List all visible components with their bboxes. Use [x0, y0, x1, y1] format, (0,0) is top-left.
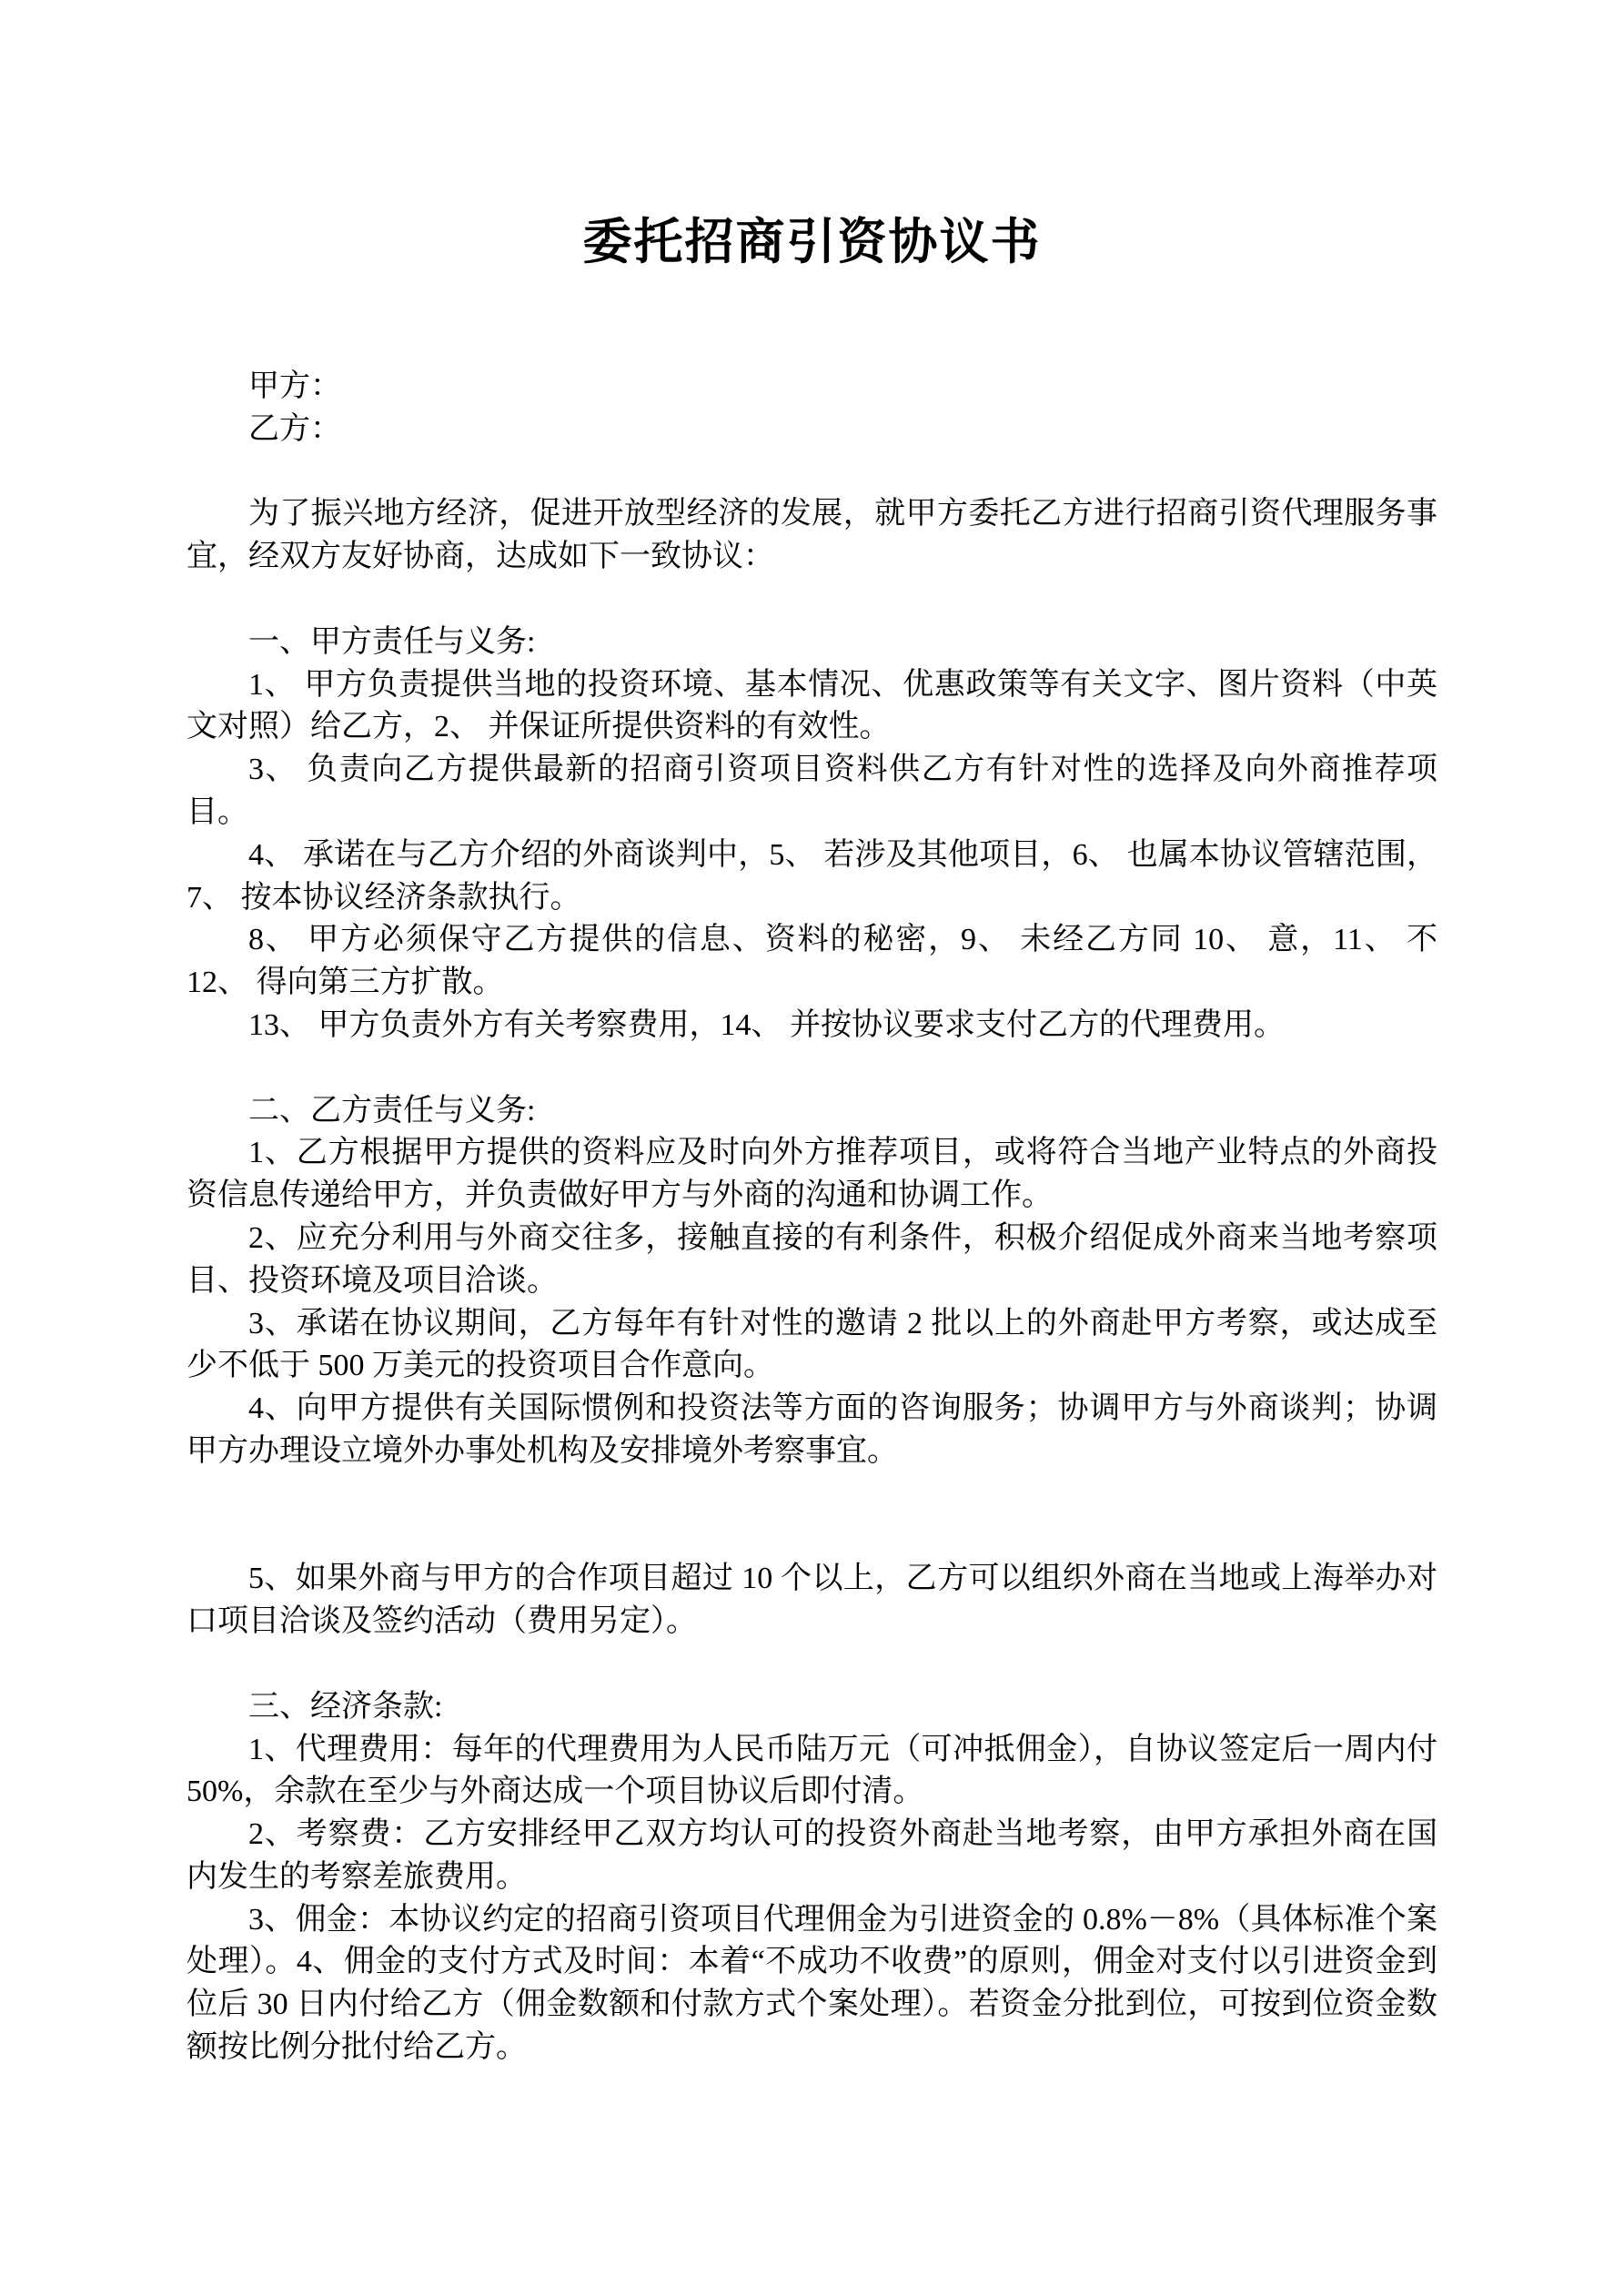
section-three-item-2: 2、考察费：乙方安排经甲乙双方均认可的投资外商赴当地考察，由甲方承担外商在国内发生的考察差旅费用。 — [187, 1817, 1437, 1894]
intro-paragraph: 为了振兴地方经济，促进开放型经济的发展，就甲方委托乙方进行招商引资代理服务事宜，经双方友好协商，达成如下一致协议： — [187, 497, 1437, 574]
section-one-heading: 一、甲方责任与义务: — [248, 624, 536, 659]
party-b-line: 乙方： — [248, 411, 341, 446]
party-a-line: 甲方： — [248, 369, 341, 403]
section-two-item-2: 2、应充分利用与外商交往多，接触直接的有利条件，积极介绍促成外商来当地考察项目、投资环境及项目洽谈。 — [187, 1220, 1437, 1298]
section-three-heading: 三、经济条款: — [248, 1689, 443, 1724]
section-two-item-4: 4、向甲方提供有关国际惯例和投资法等方面的咨询服务；协调甲方与外商谈判；协调甲方办理设立境外办事处机构及安排境外考察事宜。 — [187, 1391, 1437, 1468]
section-one-item-1: 1、 甲方负责提供当地的投资环境、基本情况、优惠政策等有关文字、图片资料（中英文对照）给乙方，2、 并保证所提供资料的有效性。 — [187, 667, 1437, 744]
section-two-heading: 二、乙方责任与义务: — [248, 1093, 536, 1128]
section-one-item-3: 3、 负责向乙方提供最新的招商引资项目资料供乙方有针对性的选择及向外商推荐项目。 — [187, 753, 1437, 829]
section-three-item-3: 3、佣金：本协议约定的招商引资项目代理佣金为引进资金的 0.8%－8%（具体标准个案处理）。4、佣金的支付方式及时间：本着“不成功不收费”的原则，佣金对支付以引进资金到位后 30 日内付给乙方（佣金数额和付款方式个案处理）。若资金分批到位，可按到位资金数额按比例分批付给乙方。 — [187, 1902, 1437, 2065]
section-two-item-1: 1、乙方根据甲方提供的资料应及时向外方推荐项目，或将符合当地产业特点的外商投资信息传递给甲方，并负责做好甲方与外商的沟通和协调工作。 — [187, 1136, 1437, 1213]
section-one-item-13: 13、 甲方负责外方有关考察费用，14、 并按协议要求支付乙方的代理费用。 — [248, 1007, 1285, 1042]
document-title: 委托招商引资协议书 — [582, 215, 1042, 269]
section-one-item-4: 4、 承诺在与乙方介绍的外商谈判中，5、 若涉及其他项目，6、 也属本协议管辖范围，7、 按本协议经济条款执行。 — [187, 837, 1437, 915]
section-three-item-1: 1、代理费用：每年的代理费用为人民币陆万元（可冲抵佣金），自协议签定后一周内付 50%，余款在至少与外商达成一个项目协议后即付清。 — [187, 1732, 1437, 1809]
section-one-item-8: 8、 甲方必须保守乙方提供的信息、资料的秘密，9、 未经乙方同 10、 意，11、 不 12、 得向第三方扩散。 — [187, 923, 1437, 1000]
section-two-item-5: 5、如果外商与甲方的合作项目超过 10 个以上，乙方可以组织外商在当地或上海举办对口项目洽谈及签约活动（费用另定）。 — [187, 1562, 1437, 1639]
section-two-item-3: 3、承诺在协议期间，乙方每年有针对性的邀请 2 批以上的外商赴甲方考察，或达成至少不低于 500 万美元的投资项目合作意向。 — [187, 1306, 1437, 1383]
